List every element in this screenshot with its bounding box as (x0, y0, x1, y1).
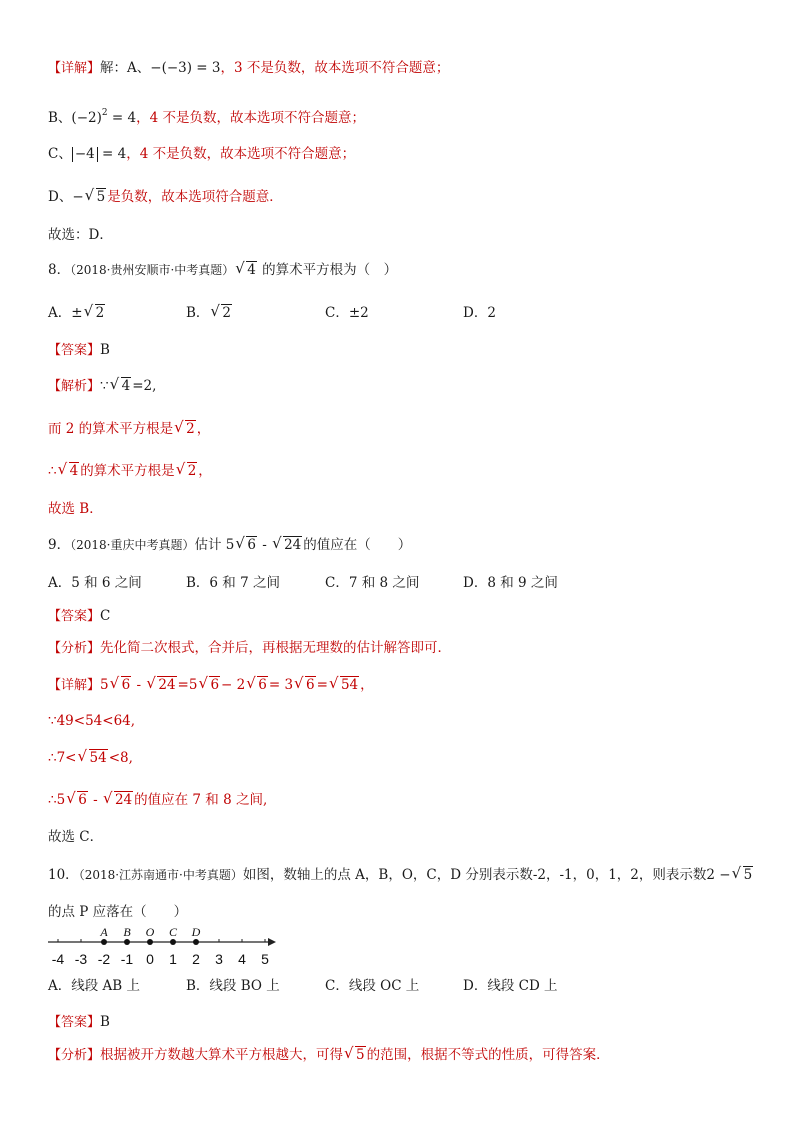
q9-option-a: A．5 和 6 之间 (48, 575, 142, 591)
exponent: 2 (101, 108, 108, 118)
math-eq: = 4 (102, 146, 127, 162)
sqrt: √ 24 (272, 535, 302, 555)
q10-option-c: C．线段 OC 上 (325, 978, 420, 994)
number-line-point-label: C (168, 926, 178, 939)
sqrt: √ 54 (329, 675, 359, 695)
answer-value: C (100, 608, 111, 624)
question-source: （2018·贵州安顺市·中考真题） (70, 263, 235, 277)
question-number: 10． (48, 867, 79, 883)
sqrt: √ 54 (78, 748, 108, 768)
text: 是负数，故本选项符合题意． (107, 189, 283, 205)
q10-option-b: B．线段 BO 上 (186, 978, 280, 994)
sqrt: √ 4 (110, 376, 132, 396)
number-line-tick-label: 3 (215, 951, 223, 967)
number-line-point-label: D (191, 926, 201, 939)
question-9-stem: 9．（2018·重庆中考真题）估计 5√ 6 - √ 24 的值应在（ ） (48, 535, 411, 555)
q9-ineq1: ∵49<54<64, (48, 713, 136, 729)
number-line (44, 926, 284, 972)
number-line-point (147, 939, 153, 945)
q8-conclusion: 故选 B． (48, 501, 103, 517)
neg-sign: − (72, 189, 84, 205)
number-line-tick-label: -3 (74, 951, 88, 967)
answer-tag: 【答案】 (48, 343, 101, 358)
q8-analysis-line2: 而 2 的算术平方根是√ 2 ， (48, 419, 210, 439)
text: B、 (48, 110, 72, 126)
sqrt: √ 6 (235, 535, 257, 555)
q9-xiangjie: 【详解】5√ 6 - √ 24 =5√ 6 − 2√ 6 = 3√ 6 =√ 54 ， (48, 675, 374, 696)
number-line-point (101, 939, 107, 945)
question-8-stem (48, 260, 397, 280)
abs-value: −4 (72, 147, 98, 162)
explain-line-b (48, 103, 365, 128)
q8-analysis-line3: ∴√ 4 的算术平方根是√ 2 ， (48, 461, 212, 481)
sqrt: √ 2 (84, 303, 106, 323)
answer-value: B (100, 342, 110, 358)
sqrt: √ 6 (66, 790, 88, 810)
sqrt: √ 6 (198, 675, 220, 695)
number-line-point (193, 939, 199, 945)
number-line-point-label: A (100, 926, 108, 939)
sqrt: √ 5 (732, 865, 754, 885)
math-base: (−2) (71, 110, 102, 126)
arrow-icon (268, 938, 276, 946)
q10-option-d: D．线段 CD 上 (463, 978, 558, 994)
number-line-tick-label: 5 (261, 951, 269, 967)
number-line-tick-label: -4 (51, 951, 65, 967)
explain-line-a (48, 58, 449, 79)
sqrt: √ 4 (235, 260, 257, 280)
sqrt: √ 4 (58, 461, 80, 481)
q9-ineq2: ∴7<√ 54 <8, (48, 748, 133, 768)
number-line-tick-label: 0 (146, 951, 154, 967)
question-source: （2018·重庆中考真题） (70, 538, 195, 552)
sqrt: √ 2 (210, 303, 232, 323)
q10-fenxi: 【分析】根据被开方数越大算术平方根越大，可得√ 5 的范围，根据不等式的性质，可得答案． (48, 1045, 610, 1066)
sqrt: √ 2 (176, 461, 198, 481)
text: ，4 不是负数，故本选项不符合题意； (136, 110, 365, 126)
question-10-stem-line2: 的点 P 应落在（ ） (48, 904, 188, 920)
q9-answer (48, 606, 110, 627)
q8-option-b: B．√ 2 (186, 303, 233, 323)
q8-option-c: C．±2 (325, 305, 369, 321)
math-eq: = 4 (111, 110, 137, 126)
text: D、 (48, 189, 73, 205)
q9-option-c: C．7 和 8 之间 (325, 575, 420, 591)
sqrt: √ 5 (85, 187, 107, 207)
number-line-point (124, 939, 130, 945)
text: ，4 不是负数，故本选项不符合题意； (126, 146, 356, 162)
sqrt: √ 24 (146, 675, 176, 695)
explain-conclusion: 故选：D． (48, 227, 113, 243)
fenxi-tag: 【分析】 (48, 641, 101, 656)
q8-analysis: 【解析】∵√ 4 =2, (48, 376, 156, 397)
text: 的算术平方根为（ ） (262, 262, 398, 278)
number-line-tick-label: 4 (238, 951, 246, 967)
q9-option-d: D．8 和 9 之间 (463, 575, 558, 591)
q8-option-d: D．2 (463, 305, 496, 321)
q9-option-b: B．6 和 7 之间 (186, 575, 280, 591)
number-line-tick-label: 2 (192, 951, 200, 967)
fenxi-tag: 【分析】 (48, 1048, 101, 1063)
number-line-tick-label: -1 (120, 951, 134, 967)
math-expr: −(−3) = 3 (150, 60, 221, 76)
sqrt: √ 6 (294, 675, 316, 695)
q9-fenxi: 【分析】先化简二次根式，合并后，再根据无理数的估计解答即可． (48, 640, 452, 656)
number-line-tick-label: -2 (97, 951, 111, 967)
q9-conclusion: 故选 C． (48, 829, 104, 845)
number-line-point-label: B (123, 926, 131, 939)
answer-value: B (100, 1014, 110, 1030)
sqrt: √ 6 (246, 675, 268, 695)
sqrt: √ 5 (344, 1045, 366, 1065)
detail-tag: 【详解】 (48, 61, 101, 76)
text: ，3 不是负数，故本选项不符合题意； (220, 60, 450, 76)
number-line-point (170, 939, 176, 945)
q8-option-a: A．±√ 2 (48, 303, 106, 323)
sqrt: √ 6 (110, 675, 132, 695)
number-line-tick-label: 1 (169, 951, 177, 967)
q8-answer (48, 340, 110, 361)
sqrt: √ 24 (103, 790, 133, 810)
question-10-stem: 10．（2018·江苏南通市·中考真题）如图，数轴上的点 A，B，O，C，D 分别表示数-2，-1，0，1，2，则表示数2 −√ 5 (48, 865, 754, 885)
answer-tag: 【答案】 (48, 609, 101, 624)
q9-conclusion-line: ∴5√ 6 - √ 24 的值应在 7 和 8 之间, (48, 790, 267, 810)
sqrt: √ 2 (174, 419, 196, 439)
text: C、 (48, 146, 72, 162)
text: 解：A、 (100, 60, 151, 76)
q10-option-a: A．线段 AB 上 (48, 978, 141, 994)
question-number: 8． (48, 262, 71, 278)
answer-tag: 【答案】 (48, 1015, 101, 1030)
detail-tag: 【详解】 (48, 678, 101, 693)
explain-line-d (48, 187, 283, 207)
q10-answer (48, 1012, 110, 1033)
number-line-point-label: O (145, 926, 155, 939)
question-number: 9． (48, 537, 71, 553)
explain-line-c (48, 144, 355, 164)
question-source: （2018·江苏南通市·中考真题） (78, 868, 243, 882)
analysis-tag: 【解析】 (48, 379, 101, 394)
